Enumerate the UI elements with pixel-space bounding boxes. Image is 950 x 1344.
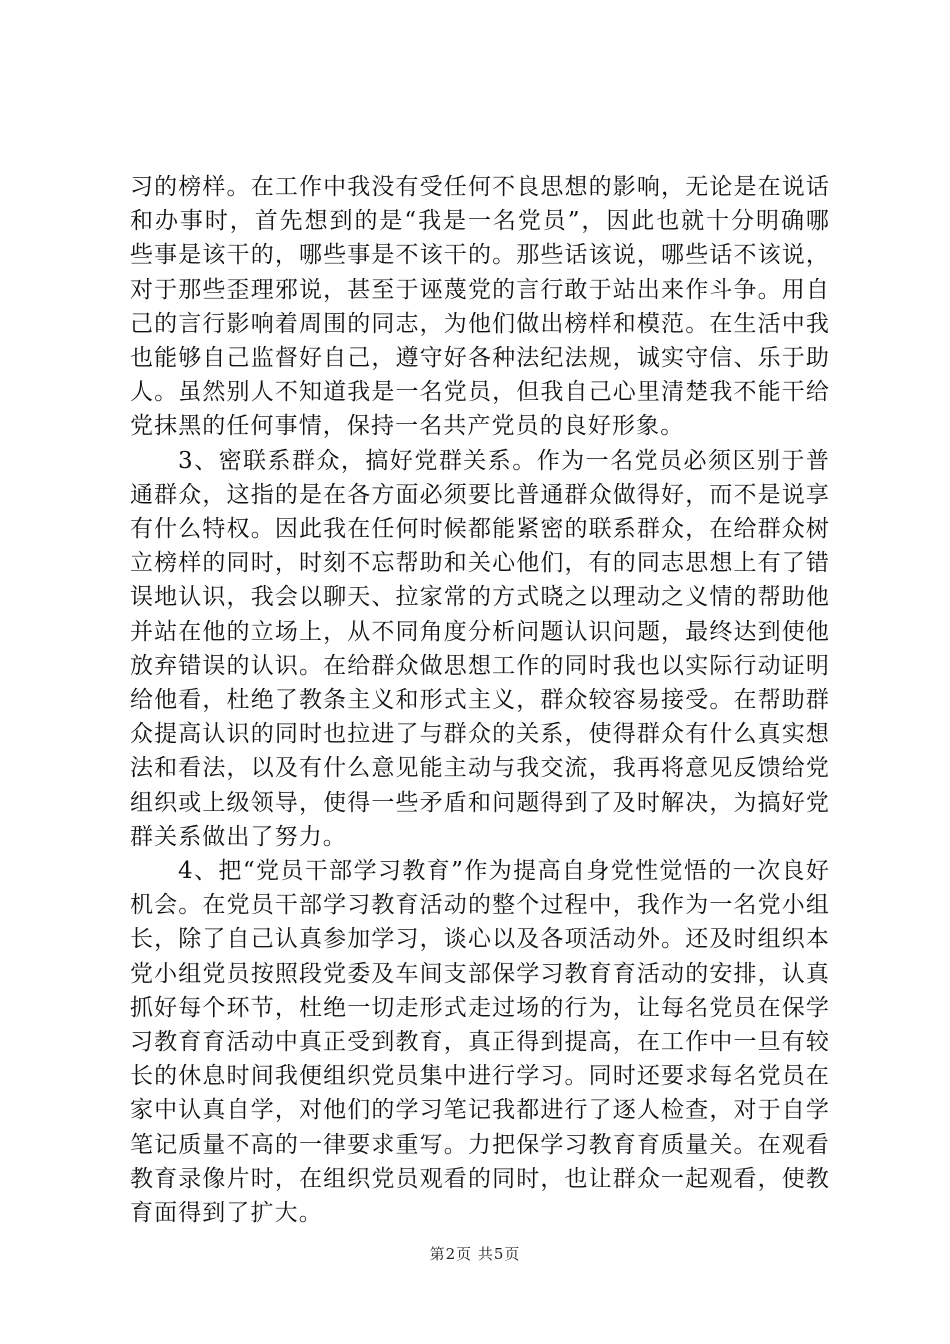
paragraph-section-4: 4、把“党员干部学习教育”作为提高自身党性觉悟的一次良好机会。在党员干部学习教育活动的整个过程中，我作为一名党小组长，除了自己认真参加学习，谈心以及各项活动外。还及时组织本党小组党员按照段党委及车间支部保学习教育育活动的安排，认真抓好每个环节，杜绝一切走形式走过场的行为，让每名党员在保学习教育育活动中真正受到教育，真正得到提高，在工作中一旦有较长的休息时间我便组织党员集中进行学习。同时还要求每名党员在家中认真自学，对他们的学习笔记我都进行了逐人检查，对于自学笔记质量不高的一律要求重写。力把保学习教育育质量关。在观看教育录像片时，在组织党员观看的同时，也让群众一起观看，使教育面得到了扩大。 [130,858,830,1227]
paragraph-section-3: 3、密联系群众，搞好党群关系。作为一名党员必须区别于普通群众，这指的是在各方面必须要比普通群众做得好，而不是说享有什么特权。因此我在任何时候都能紧密的联系群众，在给群众树立榜样的同时，时刻不忘帮助和关心他们，有的同志思想上有了错误地认识，我会以聊天、拉家常的方式晓之以理动之义情的帮助他并站在他的立场上，从不同角度分析问题认识问题，最终达到使他放弃错误的认识。在给群众做思想工作的同时我也以实际行动证明给他看，杜绝了教条主义和形式主义，群众较容易接受。在帮助群众提高认识的同时也拉进了与群众的关系，使得群众有什么真实想法和看法，以及有什么意见能主动与我交流，我再将意见反馈给党组织或上级领导，使得一些矛盾和问题得到了及时解决，为搞好党群关系做出了努力。 [130,447,830,850]
page-number-footer: 第2页 共5页 [429,1245,521,1263]
paragraph-continuation: 习的榜样。在工作中我没有受任何不良思想的影响，无论是在说话和办事时，首先想到的是“我是一名党员”，因此也就十分明确哪些事是该干的，哪些事是不该干的。那些话该说，哪些话不该说，对于那些歪理邪说，甚至于诬蔑党的言行敢于站出来作斗争。用自己的言行影响着周围的同志，为他们做出榜样和模范。在生活中我也能够自己监督好自己，遵守好各种法纪法规，诚实守信、乐于助人。虽然别人不知道我是一名党员，但我自己心里清楚我不能干给党抹黑的任何事情，保持一名共产党员的良好形象。 [130,174,830,440]
document-body [130,170,830,1230]
